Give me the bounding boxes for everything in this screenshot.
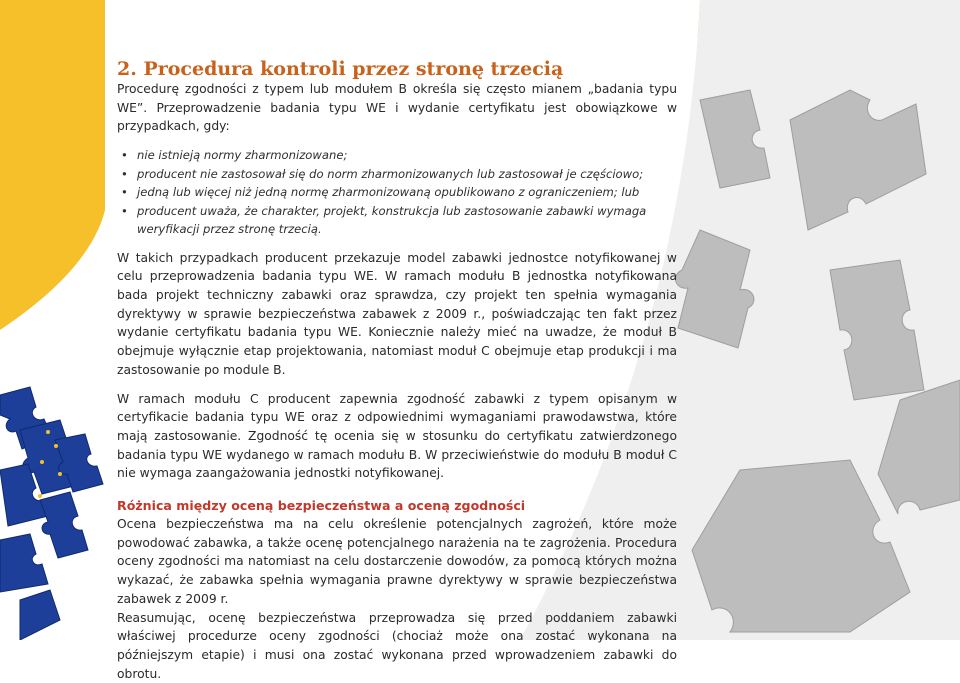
section-heading: 2. Procedura kontroli przez stronę trzecią: [117, 58, 564, 80]
star-dot: [54, 444, 58, 448]
main-text: [117, 58, 677, 683]
list-item-text: nie istnieją normy zharmonizowane;: [137, 148, 348, 163]
paragraph-module-c: W ramach modułu C producent zapewnia zgodność zabawki z typem opisanym w certyfikacie badania typu WE oraz z odpowiednimi wymaganiami prawodawstwa, które mają zastosowanie. Zgodność tę ocenia się w stosunku do certyfikatu zatwierdzonego badania typu WE wydanego w ramach modułu B. W przeciwieństwie do modułu B moduł C nie wymaga zaangażowania jednostki notyfikowanej.: [117, 391, 677, 481]
list-item: [117, 202, 677, 239]
bullet-icon: •: [121, 166, 128, 181]
conditions-list: [117, 146, 677, 239]
list-item-text: jedną lub więcej niż jedną normę zharmonizowaną opublikowano z ograniczeniem; lub: [137, 185, 640, 200]
star-dot: [38, 494, 42, 498]
subheading: Różnica między oceną bezpieczeństwa a oceną zgodności: [117, 498, 526, 514]
star-dot: [58, 472, 62, 476]
paragraph-module-b: W takich przypadkach producent przekazuje model zabawki jednostce notyfikowanej w celu przeprowadzenia badania typu WE. W ramach modułu B jednostka notyfikowana bada projekt techniczny zabawki oraz sprawdza, czy projekt ten spełnia wymagania dyrektywy w sprawie bezpieczeństwa zabawek z 2009 r., poświadczając ten fakt przez wydanie certyfikatu badania typu WE. Koniecznie należy mieć na uwadze, że moduł B obejmuje wyłącznie etap projektowania, natomiast moduł C obejmuje etap produkcji i ma zastosowanie po module B.: [117, 250, 677, 377]
list-item-text: producent uważa, że charakter, projekt, konstrukcja lub zastosowanie zabawki wymaga weryfikacji przez stronę trzecią.: [137, 203, 647, 237]
bullet-icon: •: [121, 185, 128, 200]
list-item: [117, 146, 677, 165]
star-dot: [46, 430, 50, 434]
list-item-text: producent nie zastosował się do norm zharmonizowanych lub zastosował je częściowo;: [137, 166, 644, 181]
intro-paragraph: Procedurę zgodności z typem lub modułem B określa się często mianem „badania typu WE”. Przeprowadzenie badania typu WE i wydanie certyfikatu jest obowiązkowe w przypadkach, gdy:: [117, 82, 677, 134]
bullet-icon: •: [121, 203, 128, 218]
paragraph-summary: Reasumując, ocenę bezpieczeństwa przeprowadza się przed poddaniem zabawki właściwej procedurze oceny zgodności (chociaż może ona zostać wykonana na późniejszym etapie) i musi ona zostać wykonana przed wprowadzeniem zabawki do obrotu.: [117, 610, 677, 681]
star-dot: [40, 460, 44, 464]
bullet-icon: •: [121, 148, 128, 163]
paragraph-safety-assessment: Ocena bezpieczeństwa ma na celu określenie potencjalnych zagrożeń, które może powodować zabawka, a także ocenę potencjalnego narażenia na te zagrożenia. Procedura oceny zgodności ma natomiast na celu dostarczenie dowodów, za pomocą których można wykazać, że zabawka spełnia wymagania prawne dyrektywy w sprawie bezpieczeństwa zabawek z 2009 r.: [117, 517, 677, 606]
list-item: [117, 183, 677, 202]
list-item: [117, 165, 677, 184]
